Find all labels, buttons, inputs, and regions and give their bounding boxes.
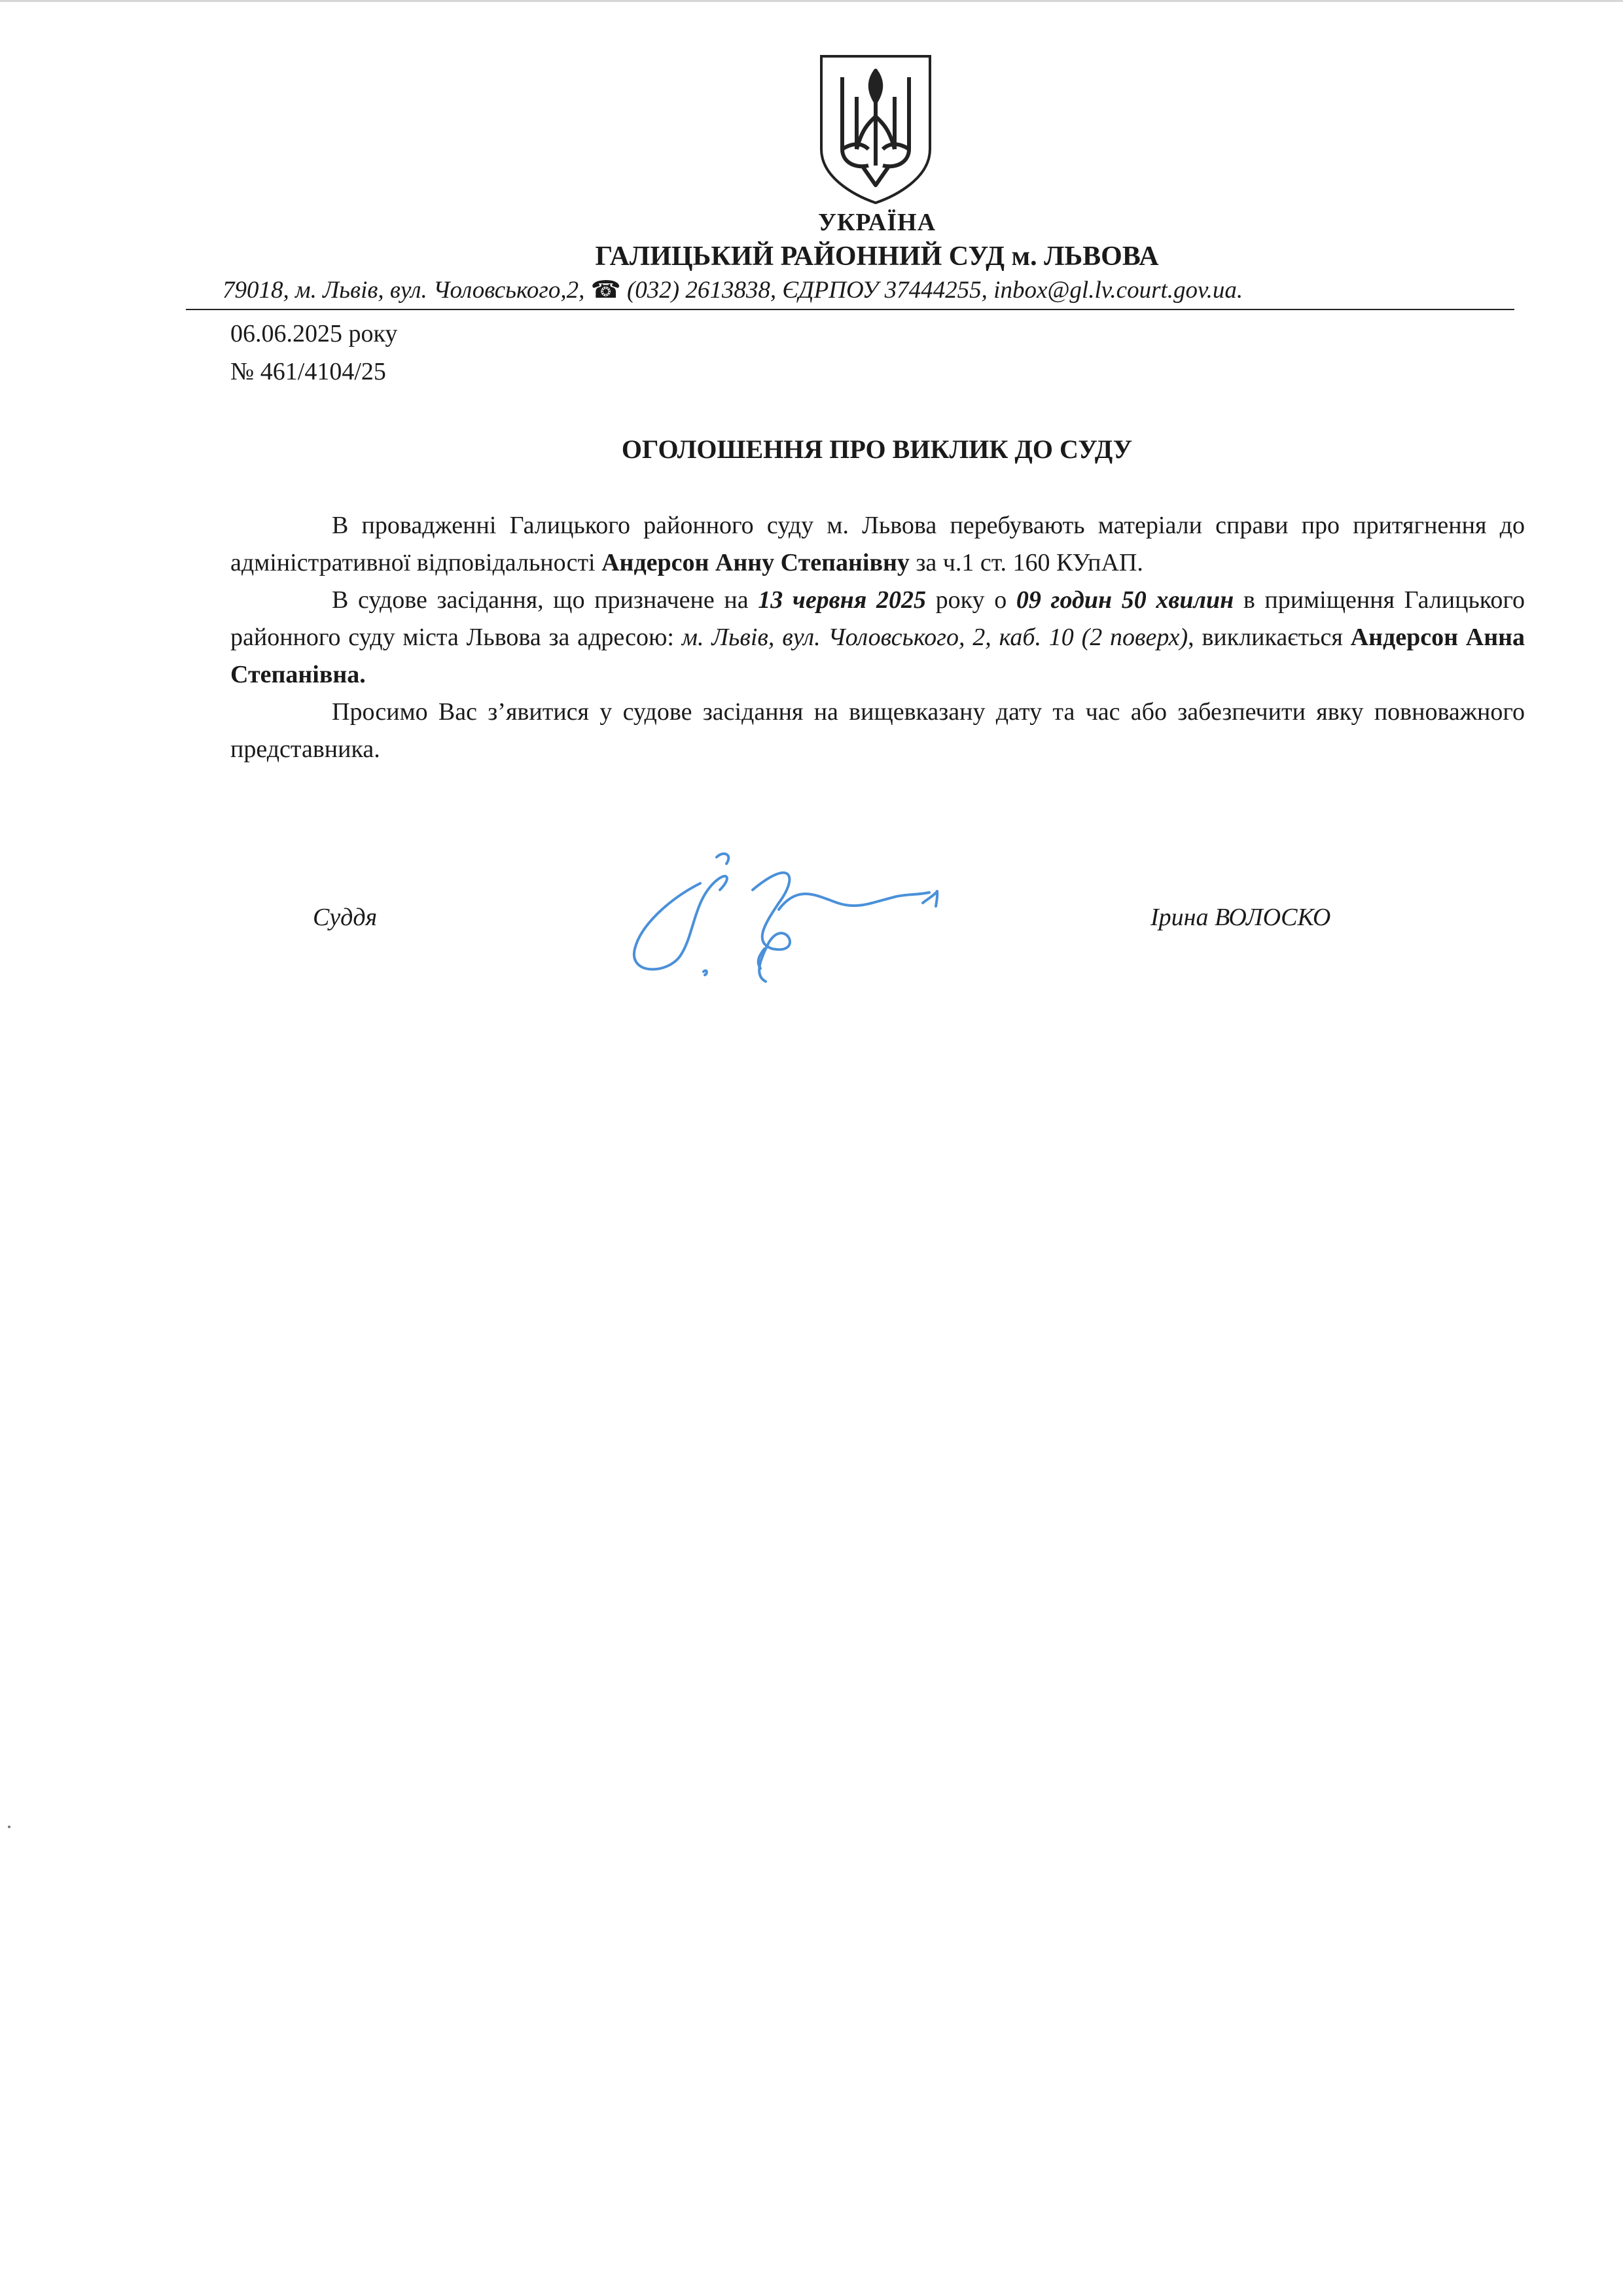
text: , викликається	[1188, 624, 1351, 651]
text: в приміщення Галицького районного суду міста Львова за адресою:	[230, 586, 1525, 651]
hearing-room: каб. 10 (2 поверх)	[999, 624, 1188, 651]
text: В судове засідання, що призначене на	[332, 586, 758, 614]
text: за ч.1 ст. 160 КУпАП.	[909, 549, 1143, 576]
handwritten-signature	[622, 844, 975, 995]
header-divider	[186, 309, 1514, 310]
coat-of-arms-icon	[816, 51, 935, 205]
document-date: 06.06.2025 року	[230, 320, 398, 347]
document-body	[230, 507, 1525, 768]
text: В провадженні Галицького районного суду м. Львова перебувають матеріали справи про притягнення до адміністративної відповідальності	[230, 512, 1525, 576]
address-street: 79018, м. Львів, вул. Чоловського,2,	[223, 277, 585, 304]
paragraph-case	[230, 507, 1525, 582]
document-title: ОГОЛОШЕННЯ ПРО ВИКЛИК ДО СУДУ	[621, 434, 1133, 464]
text: року о	[925, 586, 1016, 614]
document-number: № 461/4104/25	[230, 358, 386, 385]
country-heading: УКРАЇНА	[817, 209, 936, 236]
hearing-address: м. Львів, вул. Чоловського, 2,	[681, 624, 991, 651]
signatory-role: Суддя	[313, 904, 378, 931]
person-name: Андерсон Анну Степанівну	[601, 549, 910, 576]
phone-icon: ☎	[590, 277, 621, 304]
hearing-time: 09 годин 50 хвилин	[1016, 586, 1234, 614]
person-name: Андерсон Анна Степанівна.	[230, 624, 1525, 688]
paragraph-request	[230, 694, 1525, 768]
paragraph-hearing	[230, 582, 1525, 694]
court-name: ГАЛИЦЬКИЙ РАЙОННИЙ СУД м. ЛЬВОВА	[595, 241, 1159, 272]
scan-speck	[8, 1826, 10, 1828]
address-contacts: (032) 2613838, ЄДРПОУ 37444255, inbox@gl.lv.court.gov.ua.	[626, 277, 1243, 304]
signatory-name: Ірина ВОЛОСКО	[1150, 904, 1331, 931]
hearing-date: 13 червня 2025	[758, 586, 926, 614]
court-address	[223, 275, 1243, 304]
text: Просимо Вас з’явитися у судове засідання на вищевказану дату та час або забезпечити явку повноважного представника.	[230, 698, 1525, 763]
